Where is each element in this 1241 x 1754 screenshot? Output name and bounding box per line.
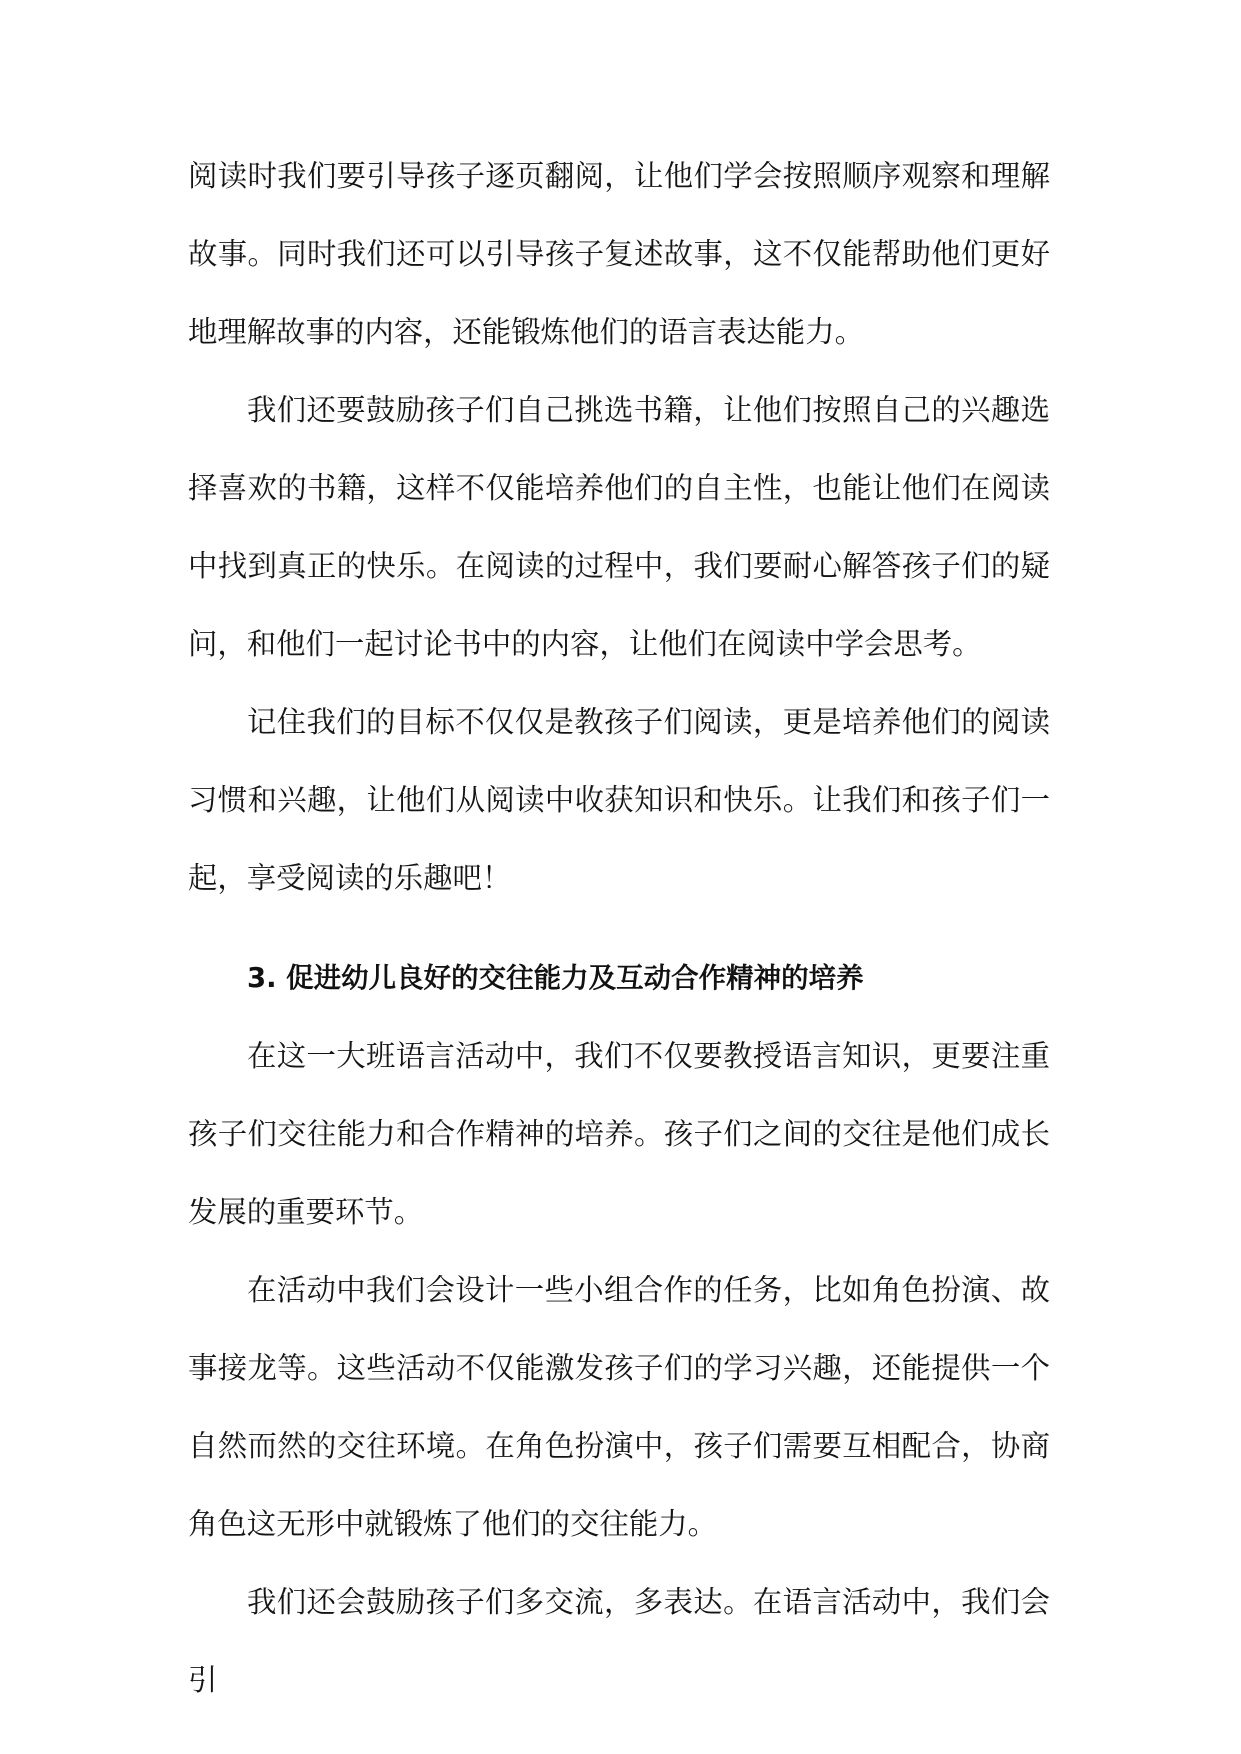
paragraph-reading-goal: 记住我们的目标不仅仅是教孩子们阅读，更是培养他们的阅读习惯和兴趣，让他们从阅读中收获知识和快乐。让我们和孩子们一起，享受阅读的乐趣吧！: [188, 705, 1050, 895]
paragraph-communication-intro: 在这一大班语言活动中，我们不仅要教授语言知识，更要注重孩子们交往能力和合作精神的培养。孩子们之间的交往是他们成长发展的重要环节。: [188, 1039, 1050, 1229]
document-page: [188, 137, 1050, 1719]
paragraph-group-activities: 在活动中我们会设计一些小组合作的任务，比如角色扮演、故事接龙等。这些活动不仅能激发孩子们的学习兴趣，还能提供一个自然而然的交往环境。在角色扮演中，孩子们需要互相配合，协商角色这无形中就锻炼了他们的交往能力。: [188, 1273, 1050, 1541]
section-heading: 3. 促进幼儿良好的交往能力及互动合作精神的培养: [247, 962, 864, 994]
paragraph-encourage-expression: 我们还会鼓励孩子们多交流，多表达。在语言活动中，我们会引: [188, 1585, 1050, 1697]
paragraph-reading-guidance: 阅读时我们要引导孩子逐页翻阅，让他们学会按照顺序观察和理解故事。同时我们还可以引导孩子复述故事，这不仅能帮助他们更好地理解故事的内容，还能锻炼他们的语言表达能力。: [188, 159, 1050, 349]
paragraph-book-selection: 我们还要鼓励孩子们自己挑选书籍，让他们按照自己的兴趣选择喜欢的书籍，这样不仅能培养他们的自主性，也能让他们在阅读中找到真正的快乐。在阅读的过程中，我们要耐心解答孩子们的疑问，和他们一起讨论书中的内容，让他们在阅读中学会思考。: [188, 393, 1050, 661]
